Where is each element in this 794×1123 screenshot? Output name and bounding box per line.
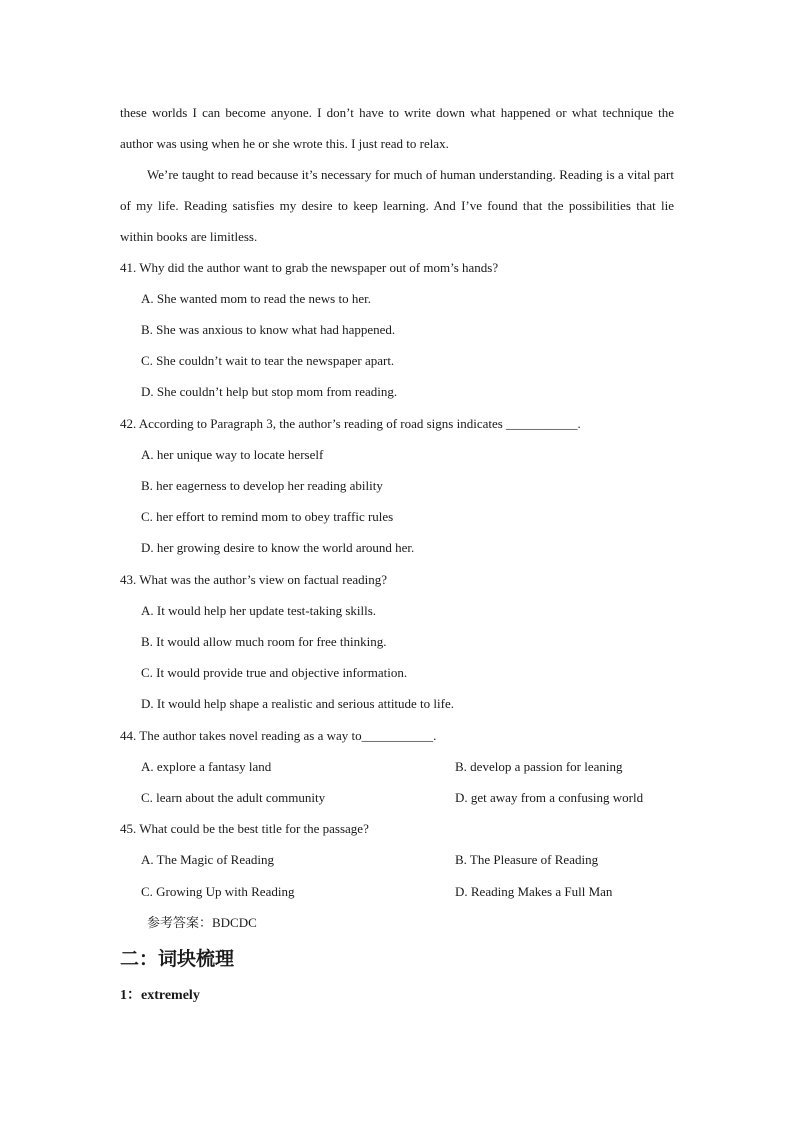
passage-paragraph-final: We’re taught to read because it’s necessary for much of human understanding. Reading is a vital part of my life. Reading satisfies my desire to keep learning. And I’ve found that the possibilities that lie within books are limitless. xyxy=(120,167,674,244)
question-42-option-b: B. her eagerness to develop her reading ability xyxy=(141,478,383,493)
question-45-option-d: D. Reading Makes a Full Man xyxy=(455,884,613,899)
question-43-option-d: D. It would help shape a realistic and serious attitude to life. xyxy=(141,696,454,711)
question-42-option-d: D. her growing desire to know the world around her. xyxy=(141,540,415,555)
question-43-stem: 43. What was the author’s view on factual reading? xyxy=(120,572,388,587)
question-41-option-d: D. She couldn’t help but stop mom from reading. xyxy=(141,384,398,399)
question-44-option-d: D. get away from a confusing world xyxy=(455,790,644,805)
question-43-option-b: B. It would allow much room for free thinking. xyxy=(141,634,387,649)
question-42-stem: 42. According to Paragraph 3, the author’s reading of road signs indicates ___________. xyxy=(120,416,581,431)
question-44-option-c: C. learn about the adult community xyxy=(141,790,326,805)
section-heading: 二：词块梳理 xyxy=(120,949,235,970)
passage-paragraph-continued: these worlds I can become anyone. I don’t have to write down what happened or what technique the author was using when he or she wrote this. I just read to relax. xyxy=(120,105,674,151)
vocab-item-heading: 1：extremely xyxy=(120,988,200,1003)
question-44-option-a: A. explore a fantasy land xyxy=(141,759,272,774)
question-41-option-c: C. She couldn’t wait to tear the newspaper apart. xyxy=(141,353,395,368)
question-43-option-a: A. It would help her update test-taking skills. xyxy=(141,603,377,618)
answer-key: 参考答案：BDCDC xyxy=(147,915,257,930)
question-42-option-c: C. her effort to remind mom to obey traffic rules xyxy=(141,509,394,524)
question-45-option-b: B. The Pleasure of Reading xyxy=(455,852,599,867)
question-45-option-c: C. Growing Up with Reading xyxy=(141,884,295,899)
question-44-option-b: B. develop a passion for leaning xyxy=(455,759,623,774)
question-45-stem: 45. What could be the best title for the passage? xyxy=(120,821,369,836)
question-44-stem: 44. The author takes novel reading as a way to___________. xyxy=(120,728,437,743)
question-43-option-c: C. It would provide true and objective information. xyxy=(141,665,408,680)
question-41-stem: 41. Why did the author want to grab the newspaper out of mom’s hands? xyxy=(120,260,499,275)
question-45-option-a: A. The Magic of Reading xyxy=(141,852,274,867)
question-42-option-a: A. her unique way to locate herself xyxy=(141,447,324,462)
question-41-option-b: B. She was anxious to know what had happened. xyxy=(141,322,396,337)
question-41-option-a: A. She wanted mom to read the news to her. xyxy=(141,291,371,306)
